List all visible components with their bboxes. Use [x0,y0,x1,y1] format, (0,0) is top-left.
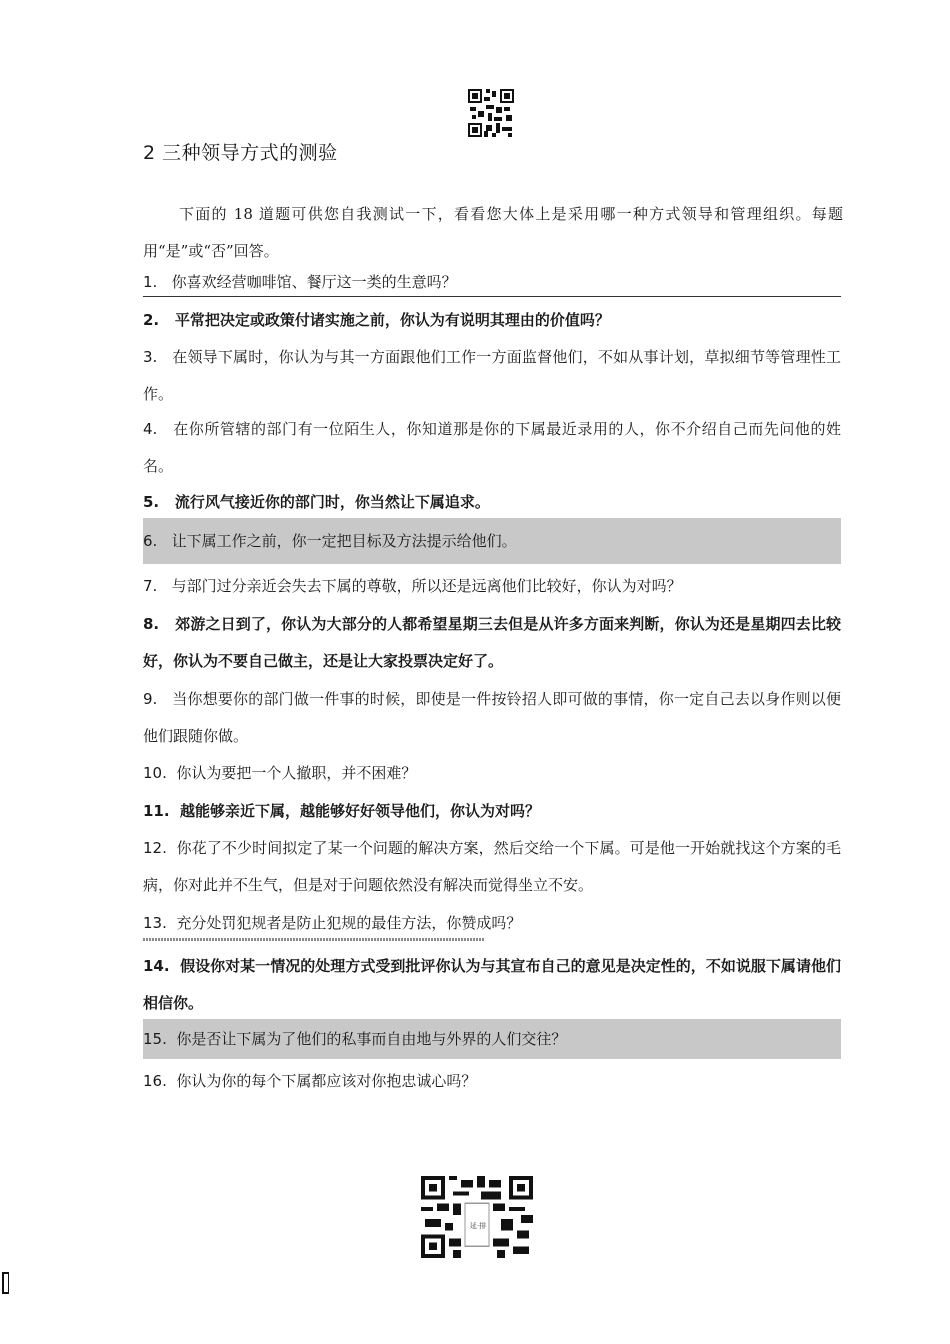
question-number: 3. [143,348,158,366]
qr-code-icon [421,1176,533,1258]
question-item [143,905,841,942]
question-text: 郊游之日到了，你认为大部分的人都希望星期三去但是从许多方面来判断，你认为还是星期四去比较好，你认为不要自己做主，还是让大家投票决定好了。 [143,615,841,670]
question-number: 14. [143,957,170,975]
question-item [143,1063,841,1100]
question-number: 12. [143,839,167,857]
question-text: 你是否让下属为了他们的私事而自由地与外界的人们交往？ [176,1030,567,1048]
question-number: 10. [143,764,167,782]
question-text: 你认为要把一个人撤职，并不困难？ [176,764,417,782]
question-item [143,411,841,485]
question-text: 当你想要你的部门做一件事的时候，即使是一件按铃招人即可做的事情，你一定自己去以身作则以便他们跟随你做。 [143,690,841,745]
qr-center-label: 延·排 [469,1222,487,1230]
question-number: 7. [143,577,158,595]
qr-code-icon [468,89,514,137]
question-number: 6. [143,532,158,550]
question-number: 16. [143,1072,167,1090]
dotted-underline [143,938,485,941]
question-text: 你花了不少时间拟定了某一个问题的解决方案，然后交给一个下属。可是他一开始就找这个方案的毛病，你对此并不生气，但是对于问题依然没有解决而觉得坐立不安。 [143,839,841,894]
question-number: 5. [143,493,160,511]
question-number: 2. [143,311,160,329]
question-item [143,606,841,680]
question-item [143,681,841,755]
question-number: 9. [143,690,158,708]
question-item [143,830,841,904]
question-item [143,568,841,605]
question-text: 与部门过分亲近会失去下属的尊敬，所以还是远离他们比较好，你认为对吗？ [171,577,682,595]
question-text: 你认为你的每个下属都应该对你抱忠诚心吗？ [176,1072,477,1090]
question-number: 13. [143,914,167,932]
question-text: 在领导下属时，你认为与其一方面跟他们工作一方面监督他们，不如从事计划，草拟细节等管理性工作。 [143,348,841,403]
question-number: 15. [143,1030,167,1048]
question-number: 11. [143,802,170,820]
question-item-highlighted [143,1019,841,1059]
question-text: 平常把决定或政策付诸实施之前，你认为有说明其理由的价值吗？ [174,311,610,329]
qr-code-top [468,89,514,137]
divider-line [143,296,841,297]
question-text: 越能够亲近下属，越能够好好领导他们，你认为对吗？ [180,802,541,820]
question-item [143,339,841,413]
question-text: 在你所管辖的部门有一位陌生人，你知道那是你的下属最近录用的人，你不介绍自己而先问他的姓名。 [143,420,841,475]
question-number: 4. [143,420,158,438]
intro-paragraph: 下面的 18 道题可供您自我测试一下，看看您大体上是采用哪一种方式领导和管理组织。每题用“是”或“否”回答。 [143,205,843,260]
question-item [143,484,841,521]
question-text: 流行风气接近你的部门时，你当然让下属追求。 [174,493,490,511]
question-number: 1. [143,273,158,291]
section-title: 2 三种领导方式的测验 [143,142,338,164]
question-number: 8. [143,615,160,633]
question-item [143,793,841,830]
question-text: 你喜欢经营咖啡馆、餐厅这一类的生意吗？ [171,273,457,291]
question-item-highlighted [143,518,841,564]
question-item [143,302,841,339]
question-text: 假设你对某一情况的处理方式受到批评你认为与其宣布自己的意见是决定性的，不如说服下属请他们相信你。 [143,957,841,1012]
qr-code-bottom [421,1176,533,1258]
question-text: 让下属工作之前，你一定把目标及方法提示给他们。 [171,532,517,550]
question-item [143,948,841,1022]
question-item [143,755,841,792]
question-text: 充分处罚犯规者是防止犯规的最佳方法，你赞成吗？ [176,914,522,932]
corner-bracket-mark [2,1272,9,1294]
